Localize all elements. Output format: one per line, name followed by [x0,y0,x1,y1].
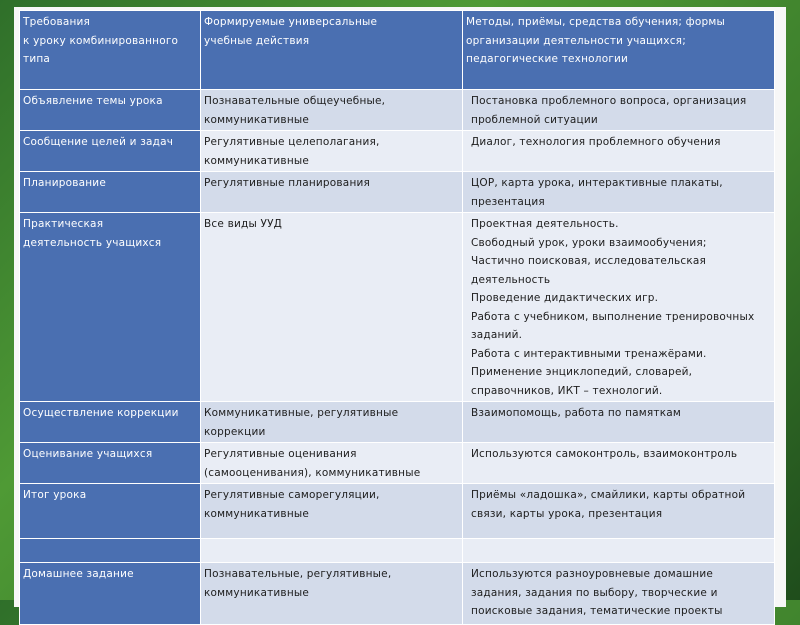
methods-cell: Диалог, технология проблемного обучения [463,131,775,172]
uud-cell: Коммуникативные, регулятивные коррекции [201,402,463,443]
uud-cell [201,539,463,563]
methods-cell: Постановка проблемного вопроса, организация проблемной ситуации [463,90,775,131]
methods-cell: Взаимопомощь, работа по памяткам [463,402,775,443]
uud-cell: Все виды УУД [201,213,463,402]
stage-cell: Оценивание учащихся [20,443,201,484]
lesson-requirements-table [19,10,775,625]
stage-cell: Объявление темы урока [20,90,201,131]
methods-cell: Приёмы «ладошка», смайлики, карты обратной связи, карты урока, презентация [463,484,775,539]
header-uud: Формируемые универсальные учебные действия [201,11,463,90]
methods-cell: Используются самоконтроль, взаимоконтроль [463,443,775,484]
table-row [20,90,775,131]
table-row [20,563,775,625]
table-row [20,172,775,213]
header-methods: Методы, приёмы, средства обучения; формы организации деятельности учащихся; педагогические технологии [463,11,775,90]
uud-cell: Регулятивные целеполагания, коммуникативные [201,131,463,172]
table-row [20,484,775,539]
methods-cell [463,539,775,563]
stage-cell: Итог урока [20,484,201,539]
uud-cell: Регулятивные саморегуляции, коммуникативные [201,484,463,539]
methods-cell: Используются разноуровневые домашние задания, задания по выбору, творческие и поисковые задания, тематические проекты [463,563,775,625]
stage-cell: Сообщение целей и задач [20,131,201,172]
uud-cell: Познавательные, регулятивные, коммуникативные [201,563,463,625]
table-row [20,402,775,443]
uud-cell: Познавательные общеучебные, коммуникативные [201,90,463,131]
header-requirements: Требования к уроку комбинированного типа [20,11,201,90]
uud-cell: Регулятивные оценивания (самооценивания), коммуникативные [201,443,463,484]
stage-cell: Осуществление коррекции [20,402,201,443]
methods-cell: ЦОР, карта урока, интерактивные плакаты, презентация [463,172,775,213]
uud-cell: Регулятивные планирования [201,172,463,213]
table-header-row [20,11,775,90]
table-row [20,213,775,402]
stage-cell: Планирование [20,172,201,213]
stage-cell [20,539,201,563]
table-row [20,443,775,484]
methods-cell: Проектная деятельность. Свободный урок, уроки взаимообучения; Частично поисковая, исследовательская деятельность Проведение дидактических игр. Работа с учебником, выполнение тренировочных заданий. Работа с интерактивными тренажёрами. Применение энциклопедий, словарей, справочников, ИКТ – технологий. [463,213,775,402]
stage-cell: Практическая деятельность учащихся [20,213,201,402]
stage-cell: Домашнее задание [20,563,201,625]
table-row-empty [20,539,775,563]
table-row [20,131,775,172]
